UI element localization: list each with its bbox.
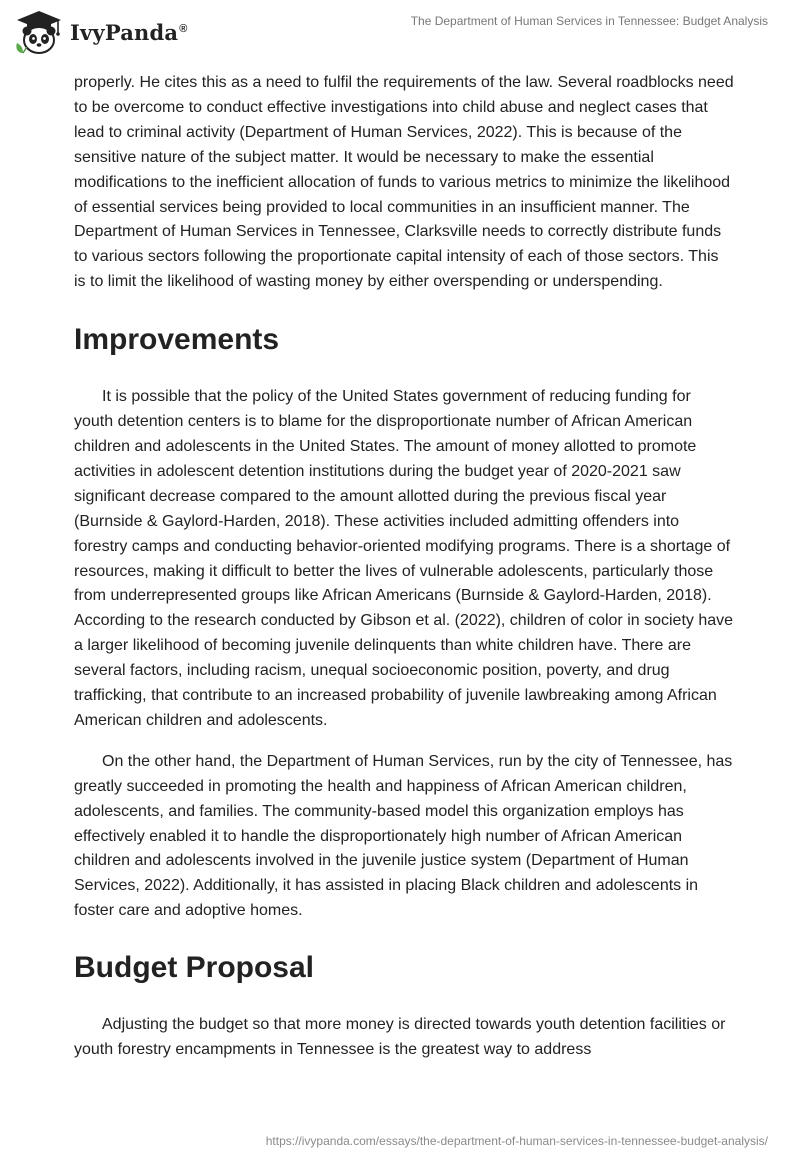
essay-content — [74, 71, 734, 1063]
page-header — [0, 0, 800, 60]
budget-proposal-heading: Budget Proposal — [74, 951, 315, 985]
improvements-paragraph-1: It is possible that the policy of the United States government of reducing funding for youth detention centers is to blame for the disproportionate number of African American children and adolescents in the United States. The amount of money allotted to promote activities in adolescent detention institutions during the budget year of 2020-2021 saw significant decrease compared to the amount allotted during the previous fiscal year (Burnside & Gaylord-Harden, 2018). These activities included admitting offenders into forestry camps and conducting behavior-oriented modifying programs. There is a shortage of resources, making it difficult to better the lives of vulnerable adolescents, particularly those from underrepresented groups like African Americans (Burnside & Gaylord-Harden, 2018). According to the research conducted by Gibson et al. (2022), children of color in society have a larger likelihood of becoming juvenile delinquents than white children have. There are several factors, including racism, unequal socioeconomic position, poverty, and drug trafficking, that contribute to an increased probability of juvenile lawbreaking among African American children and adolescents. — [74, 388, 734, 729]
panda-graduate-icon — [14, 9, 64, 55]
improvements-heading: Improvements — [74, 323, 280, 357]
improvements-paragraph-2: On the other hand, the Department of Human Services, run by the city of Tennessee, has greatly succeeded in promoting the health and happiness of African American children, adolescents, and families. The community-based model this organization employs has effectively enabled it to handle the disproportionately high number of African American children and adolescents involved in the juvenile justice system (Department of Human Services, 2022). Additionally, it has assisted in placing Black children and adolescents in foster care and adoptive homes. — [74, 752, 733, 920]
budget-proposal-paragraph: Adjusting the budget so that more money is directed towards youth detention facilities or youth forestry encampments in Tennessee is the greatest way to address — [74, 1016, 726, 1059]
document-title: The Department of Human Services in Tennessee: Budget Analysis — [410, 14, 768, 28]
source-url-link[interactable]: https://ivypanda.com/essays/the-department-of-human-services-in-tennessee-budget-analysis/ — [265, 1134, 768, 1148]
ivypanda-logo[interactable] — [14, 8, 188, 56]
logo-text: IvyPanda® — [70, 19, 188, 45]
intro-paragraph: properly. He cites this as a need to fulfil the requirements of the law. Several roadblocks need to be overcome to conduct effective investigations into child abuse and neglect cases that lead to criminal activity (Department of Human Services, 2022). This is because of the sensitive nature of the subject matter. It would be necessary to make the essential modifications to the inefficient allocation of funds to various metrics to minimize the likelihood of essential services being provided to local communities in an insufficient manner. The Department of Human Services in Tennessee, Clarksville needs to correctly distribute funds to various sectors following the proportionate capital intensity of each of those sectors. This is to limit the likelihood of wasting money by either overspending or underspending. — [74, 74, 734, 291]
